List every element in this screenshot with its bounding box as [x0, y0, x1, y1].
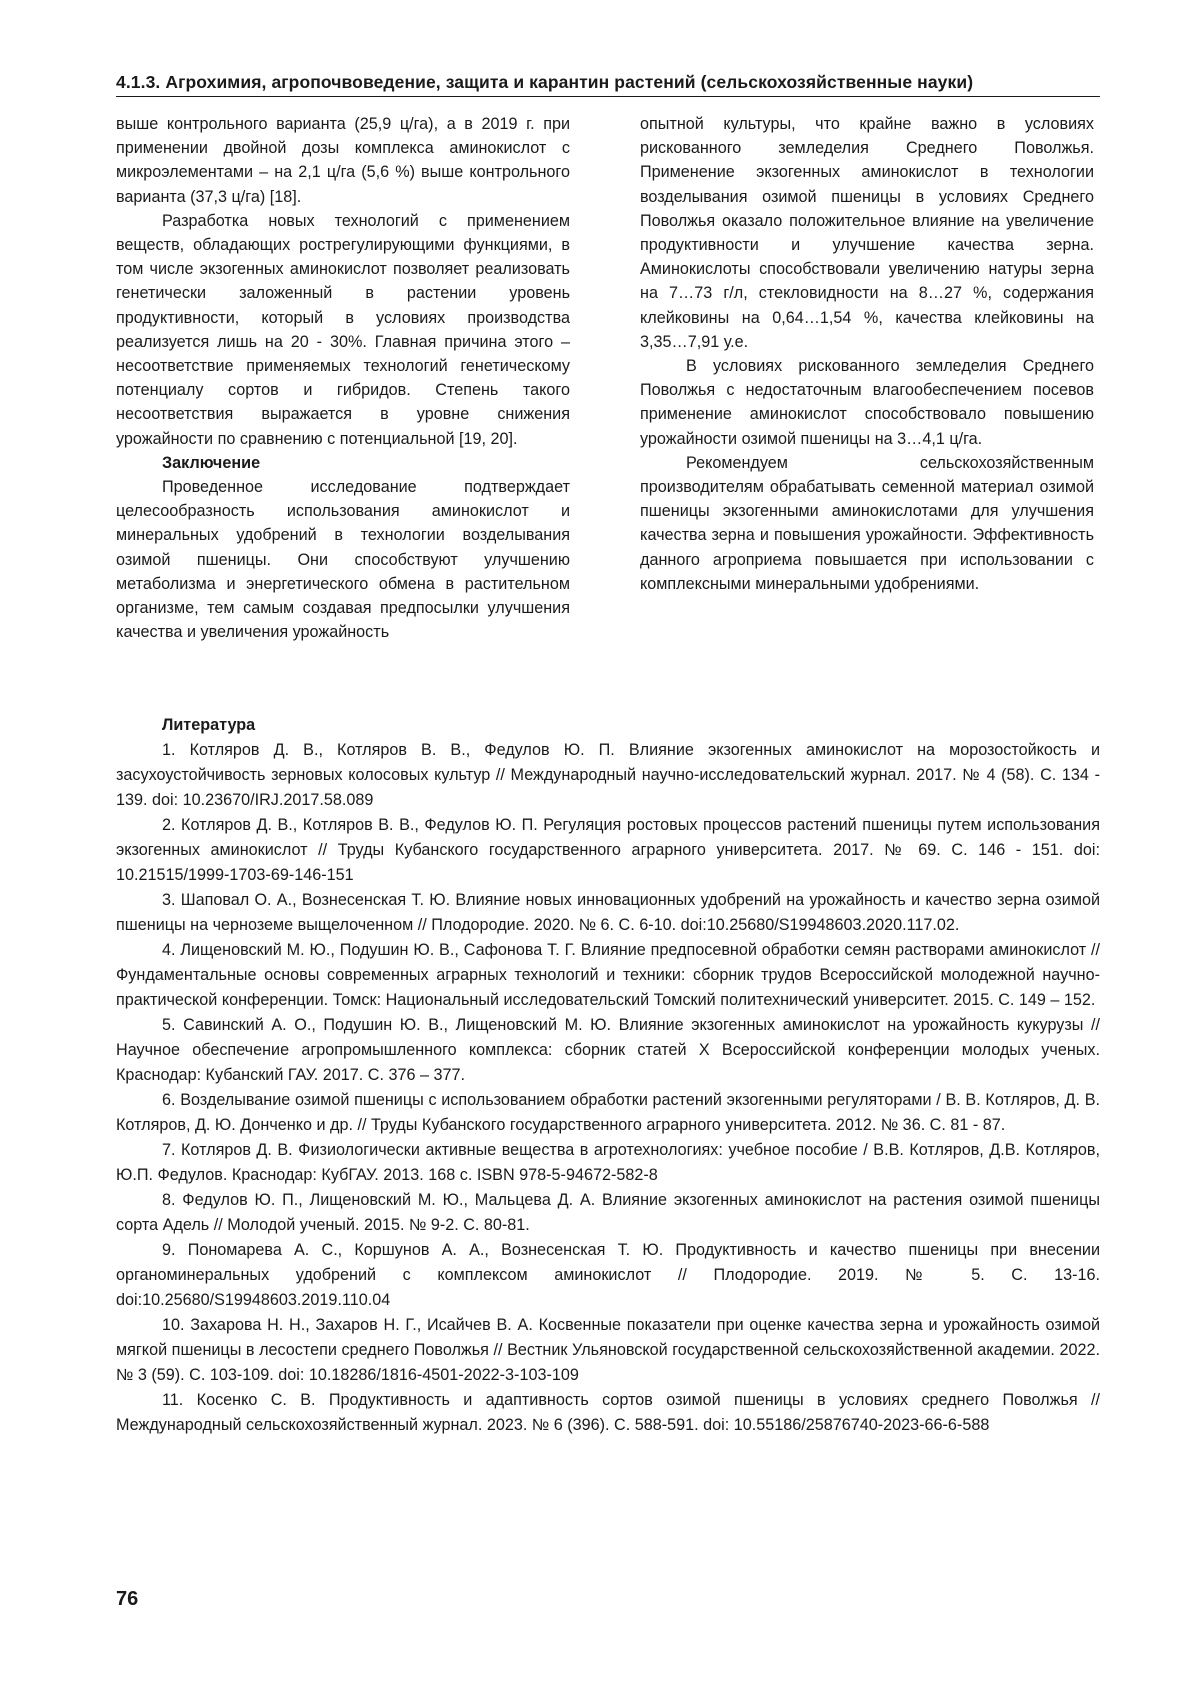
- references-section: [116, 713, 1100, 1438]
- references-heading: Литература: [162, 716, 256, 734]
- reference-item: 3. Шаповал О. А., Вознесенская Т. Ю. Влияние новых инновационных удобрений на урожайность и качество зерна озимой пшеницы на черноземе выщелоченном // Плодородие. 2020. № 6. С. 6-10. doi:10.25680/S19948603.2020.117.02.: [116, 891, 1100, 934]
- reference-item: 9. Пономарева А. С., Коршунов А. А., Вознесенская Т. Ю. Продуктивность и качество пшеницы при внесении органоминеральных удобрений с комплексом аминокислот // Плодородие. 2019. № 5. С. 13-16. doi:10.25680/S19948603.2019.110.04: [116, 1241, 1100, 1309]
- left-column: [116, 112, 570, 644]
- reference-item: 2. Котляров Д. В., Котляров В. В., Федулов Ю. П. Регуляция ростовых процессов растений пшеницы путем использования экзогенных аминокислот // Труды Кубанского государственного аграрного университета. 2017. № 69. С. 146 - 151. doi: 10.21515/1999-1703-69-146-151: [116, 816, 1100, 884]
- reference-item: 5. Савинский А. О., Подушин Ю. В., Лищеновский М. Ю. Влияние экзогенных аминокислот на урожайность кукурузы // Научное обеспечение агропромышленного комплекса: сборник статей X Всероссийской конференции молодых ученых. Краснодар: Кубанский ГАУ. 2017. С. 376 – 377.: [116, 1016, 1100, 1084]
- left-paragraph-1: выше контрольного варианта (25,9 ц/га), а в 2019 г. при применении двойной дозы комплекса аминокислот с микроэлементами – на 2,1 ц/га (5,6 %) выше контрольного варианта (37,3 ц/га) [18].: [116, 115, 570, 206]
- reference-item: 7. Котляров Д. В. Физиологически активные вещества в агротехнологиях: учебное пособие / В.В. Котляров, Д.В. Котляров, Ю.П. Федулов. Краснодар: КубГАУ. 2013. 168 с. ISBN 978-5-94672-582-8: [116, 1141, 1100, 1184]
- right-column: [640, 112, 1094, 596]
- reference-item: 8. Федулов Ю. П., Лищеновский М. Ю., Мальцева Д. А. Влияние экзогенных аминокислот на растения озимой пшеницы сорта Адель // Молодой ученый. 2015. № 9-2. С. 80-81.: [116, 1191, 1100, 1234]
- right-paragraph-1: опытной культуры, что крайне важно в условиях рискованного земледелия Среднего Поволжья. Применение экзогенных аминокислот в технологии возделывания озимой пшеницы в условиях Среднего Поволжья оказало положительное влияние на увеличение продуктивности и улучшение качества зерна. Аминокислоты способствовали увеличению натуры зерна на 7…73 г/л, стекловидности на 8…27 %, содержания клейковины на 0,64…1,54 %, качества клейковины на 3,35…7,91 у.е.: [640, 115, 1094, 351]
- reference-item: 11. Косенко С. В. Продуктивность и адаптивность сортов озимой пшеницы в условиях среднего Поволжья // Международный сельскохозяйственный журнал. 2023. № 6 (396). С. 588-591. doi: 10.55186/25876740-2023-66-6-588: [116, 1391, 1100, 1434]
- left-paragraph-2: Разработка новых технологий с применением веществ, обладающих рострегулирующими функциями, в том числе экзогенных аминокислот позволяет реализовать генетически заложенный в растении уровень продуктивности, который в условиях производства реализуется лишь на 20 - 30%. Главная причина этого – несоответствие применяемых технологий генетическому потенциалу сортов и гибридов. Степень такого несоответствия выражается в уровне снижения урожайности по сравнению с потенциальной [19, 20].: [116, 211, 570, 448]
- right-paragraph-2: В условиях рискованного земледелия Среднего Поволжья с недостаточным влагообеспечением посевов применение аминокислот способствовало повышению урожайности озимой пшеницы на 3…4,1 ц/га.: [640, 357, 1094, 448]
- reference-item: 4. Лищеновский М. Ю., Подушин Ю. В., Сафонова Т. Г. Влияние предпосевной обработки семян растворами аминокислот // Фундаментальные основы современных аграрных технологий и техники: сборник трудов Всероссийской молодежной научно-практической конференции. Томск: Национальный исследовательский Томский политехнический университет. 2015. С. 149 – 152.: [116, 941, 1100, 1009]
- reference-item: 6. Возделывание озимой пшеницы с использованием обработки растений экзогенными регуляторами / В. В. Котляров, Д. В. Котляров, Д. Ю. Донченко и др. // Труды Кубанского государственного аграрного университета. 2012. № 36. С. 81 - 87.: [116, 1091, 1100, 1134]
- page-number: 76: [116, 1588, 139, 1610]
- left-paragraph-3: Проведенное исследование подтверждает целесообразность использования аминокислот и минеральных удобрений в технологии возделывания озимой пшеницы. Они способствуют улучшению метаболизма и энергетического обмена в растительном организме, тем самым создавая предпосылки улучшения качества и увеличения урожайность: [116, 478, 570, 642]
- running-header: 4.1.3. Агрохимия, агропочвоведение, защита и карантин растений (сельскохозяйственные науки): [116, 72, 1100, 97]
- conclusion-heading: Заключение: [162, 453, 261, 472]
- right-paragraph-3: Рекомендуем сельскохозяйственным производителям обрабатывать семенной материал озимой пшеницы экзогенными аминокислотами для улучшения качества зерна и повышения урожайности. Эффективность данного агроприема повышается при использовании с комплексными минеральными удобрениями.: [640, 453, 1094, 593]
- reference-item: 10. Захарова Н. Н., Захаров Н. Г., Исайчев В. А. Косвенные показатели при оценке качества зерна и урожайность озимой мягкой пшеницы в лесостепи среднего Поволжья // Вестник Ульяновской государственной сельскохозяйственной академии. 2022. № 3 (59). С. 103-109. doi: 10.18286/1816-4501-2022-3-103-109: [116, 1316, 1100, 1384]
- reference-item: 1. Котляров Д. В., Котляров В. В., Федулов Ю. П. Влияние экзогенных аминокислот на морозостойкость и засухоустойчивость зерновых колосовых культур // Международный научно-исследовательский журнал. 2017. № 4 (58). С. 134 - 139. doi: 10.23670/IRJ.2017.58.089: [116, 741, 1100, 809]
